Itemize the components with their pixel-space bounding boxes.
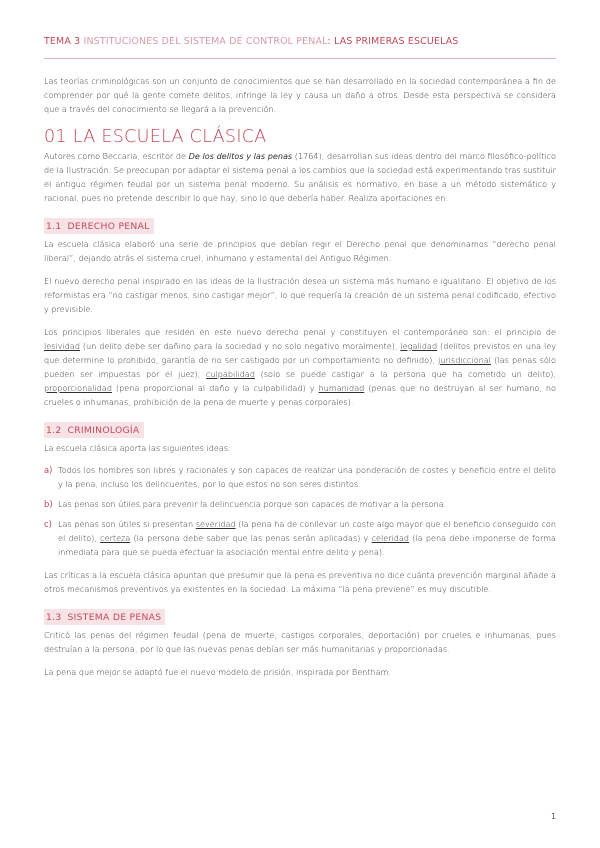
list-marker: a)	[44, 465, 53, 475]
section-title	[44, 127, 556, 147]
page-content	[44, 68, 556, 679]
term-lesividad: lesividad	[44, 341, 80, 351]
subsection-number: 1.3	[46, 612, 62, 623]
text-run: Autores como Beccaria, escritor de	[44, 151, 189, 161]
subsection-title: CRIMINOLOGÍA	[67, 425, 140, 436]
term-jurisdiccional: jurisdiccional	[438, 355, 492, 365]
header-tema: TEMA 3	[44, 36, 81, 47]
subsection-1-heading	[44, 218, 154, 234]
section-title-text: LA ESCUELA CLÁSICA	[72, 127, 267, 147]
list-item-text	[58, 517, 556, 559]
header-sep: :	[327, 36, 331, 47]
page-header	[44, 36, 556, 47]
text-run: Las penas son útiles si presentan	[58, 519, 196, 529]
section-paragraph	[44, 149, 556, 205]
term-proporcionalidad: proporcionalidad	[44, 383, 112, 393]
subsection-title: SISTEMA DE PENAS	[67, 612, 162, 623]
list-item-text: Todos los hombres son libres y racionales y son capaces de realizar una ponderación de costes y beneficio entre el delito y la pena, incluso los delincuentes, por lo que estos no son seres distintos.	[58, 465, 556, 489]
header-topic: LAS PRIMERAS ESCUELAS	[334, 36, 459, 47]
list-item	[44, 497, 556, 511]
subsection-title: DERECHO PENAL	[67, 221, 150, 232]
text-run: (la pena ha de conllevar un coste algo mayor que el beneficio conseguido con el delito),	[58, 519, 556, 543]
subsection-2-heading-wrap	[44, 418, 556, 438]
list-marker: c)	[44, 519, 52, 529]
term-culpabilidad: culpabilidad	[205, 369, 255, 379]
text-run: Los principios liberales que residen en este nuevo derecho penal y constituyen el contemporáneo son: el principio de	[44, 327, 556, 337]
subsection-1-heading-wrap	[44, 214, 556, 234]
header-divider	[44, 58, 556, 59]
sub1-paragraph-3	[44, 325, 556, 409]
text-run: (penas que no destruyan al ser humano, no crueles o inhumanas, prohibición de la pena de muerte y penas corporales).	[44, 383, 556, 407]
text-run: (solo se puede castigar a la persona que ha cometido un delito),	[255, 369, 556, 379]
section-number: 01	[44, 127, 67, 147]
sub3-paragraph-2: La pena que mejor se adaptó fue el nuevo modelo de prisión, inspirada por Bentham.	[44, 667, 392, 677]
subsection-2-heading	[44, 422, 144, 438]
header-middle: INSTITUCIONES DEL SISTEMA DE CONTROL PENAL	[83, 36, 328, 47]
sub3-paragraph-1: Criticó las penas del régimen feudal (pena de muerte, castigos corporales, deportación) por crueles e inhumanas, pues destruían a la persona, por lo que las nuevas penas debían ser más humanitarias y proporcionadas.	[44, 630, 556, 654]
term-legalidad: legalidad	[400, 341, 438, 351]
text-run: (las penas sólo pueden ser impuestas por el juez),	[44, 355, 556, 379]
text-run: (la persona debe saber que las penas serán aplicadas) y	[130, 533, 372, 543]
subsection-3-heading-wrap	[44, 605, 556, 625]
sub1-paragraph-1: La escuela clásica elaboró una serie de principios que debían regir el Derecho penal que denominamos “derecho penal liberal”, dejando atrás el sistema cruel, inhumano y estamental del Antiguo Régimen.	[44, 239, 556, 263]
subsection-3-heading	[44, 609, 165, 625]
text-run: (pena proporcional al daño y la culpabilidad) y	[111, 383, 319, 393]
text-run: (un delito debe ser dañino para la sociedad y no solo negativo moralmente),	[79, 341, 401, 351]
term-humanidad: humanidad	[318, 383, 365, 393]
sub2-critique: Las críticas a la escuela clásica apuntan que presumir que la pena es preventiva no dice cuánta prevención marginal añade a otros mecanismos preventivos ya existentes en la sociedad. La máxima “la pena previene” es muy discutible.	[44, 570, 556, 594]
term-certeza: certeza	[100, 533, 131, 543]
list-item	[44, 463, 556, 491]
sub2-lead: La escuela clásica aporta las siguientes ideas:	[44, 443, 231, 453]
text-run: (1764), desarrollan sus ideas dentro del marco filosófico-político de la Ilustración. Se preocupan por adaptar el sistema penal a los cambios que la sociedad está experimentando tras sustituir el antiguo régimen feudal por un sistema penal moderno. Su análisis es normativo, en base a un método sistemático y racional, pues no pretende describir lo que hay, sino lo que debería haber. Realiza aportaciones en:	[44, 151, 556, 203]
intro-paragraph: Las teorías criminológicas son un conjunto de conocimientos que se han desarrollado en la sociedad contemporánea a fin de comprender por qué la gente comete delitos, infringe la ley y causa un daño a otros. Desde esta perspectiva se considera que a través del conocimiento se llegará a la prevención.	[44, 76, 556, 114]
list-item	[44, 517, 556, 559]
term-celeridad: celeridad	[371, 533, 410, 543]
subsection-number: 1.1	[46, 221, 62, 232]
text-run: (la pena debe imponerse de forma inmediata para que se pueda efectuar la asociación mental entre delito y pena).	[58, 533, 556, 557]
list-marker: b)	[44, 499, 53, 509]
term-severidad: severidad	[195, 519, 236, 529]
text-run: (delitos previstos en una ley que determine lo prohibido, garantía de no ser castigado por un comportamiento no definido),	[44, 341, 556, 365]
book-title: De los delitos y las penas	[188, 151, 293, 161]
subsection-number: 1.2	[46, 425, 62, 436]
list-item-text: Las penas son útiles para prevenir la delincuencia porque son capaces de motivar a la persona.	[58, 499, 447, 509]
sub1-paragraph-2: El nuevo derecho penal inspirado en las ideas de la Ilustración desea un sistema más humano e igualitario. El objetivo de los reformistas era “no castigar menos, sino castigar mejor”, lo que requería la creación de un sistema penal codificado, efectivo y previsible.	[44, 276, 556, 314]
page-number: 1	[551, 812, 557, 821]
